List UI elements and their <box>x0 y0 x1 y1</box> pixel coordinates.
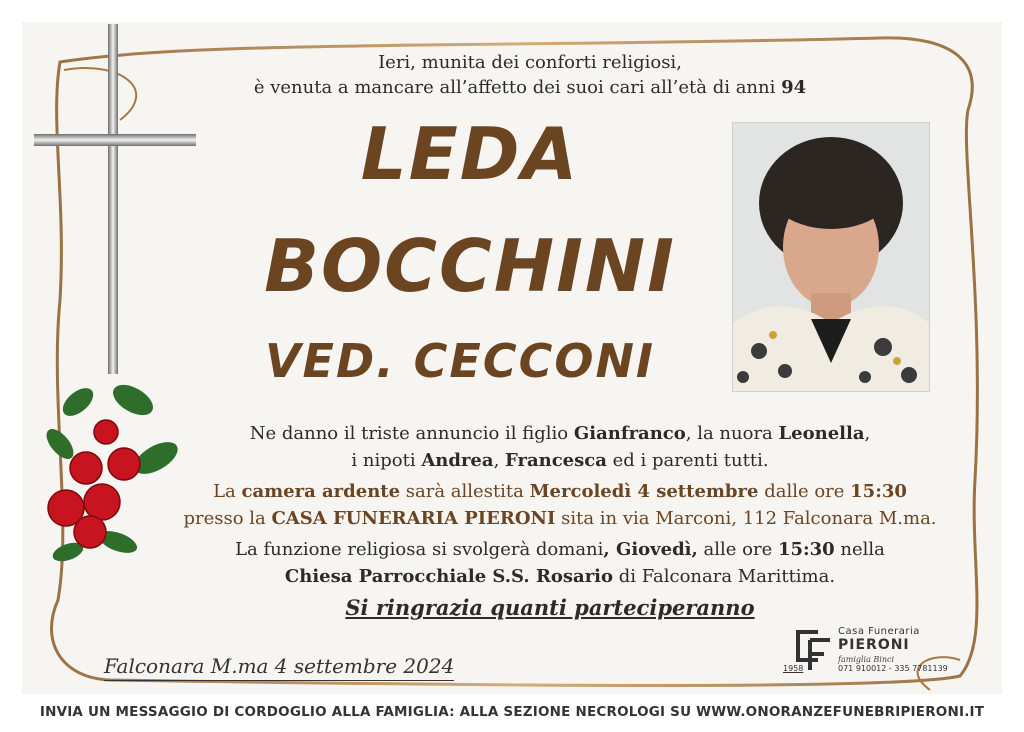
deceased-first-name: LEDA <box>360 112 580 196</box>
funeral-time: 15:30 <box>777 539 835 560</box>
announcement-line-1 <box>180 420 940 447</box>
wake-text: dalle ore <box>758 481 851 502</box>
funeral-line-2 <box>180 563 940 590</box>
church-name: Chiesa Parrocchiale S.S. Rosario <box>284 566 614 587</box>
footer-condolence-banner: INVIA UN MESSAGGIO DI CORDOGLIO ALLA FAMIGLIA: ALLA SEZIONE NECROLOGI SU WWW.ONORANZEFUNEBRIPIERONI.IT <box>39 704 985 720</box>
wake-date: Mercoledì 4 settembre <box>529 481 759 502</box>
funeral-text: La funzione religiosa si svolgerà domani <box>235 539 604 560</box>
logo-year: 1958 <box>783 664 804 673</box>
funeral-text: nella <box>834 539 885 560</box>
place-and-date: Falconara M.ma 4 settembre 2024 <box>104 654 454 681</box>
logo-line-3: famiglia Binci <box>838 655 895 664</box>
wake-line-2 <box>180 505 940 532</box>
announcement-text: Ne danno il triste annuncio il figlio <box>249 423 574 444</box>
intro-line-2 <box>240 75 820 100</box>
announcement-text: , <box>864 423 871 444</box>
wake-text: La <box>213 481 242 502</box>
portrait-image <box>733 123 929 391</box>
logo-line-2: PIERONI <box>838 637 910 653</box>
son-name: Gianfranco <box>573 423 686 444</box>
logo-phones: 071 910012 - 335 7781139 <box>838 664 948 673</box>
announcement-block <box>180 420 940 590</box>
intro-line-1: Ieri, munita dei conforti religiosi, <box>378 52 682 73</box>
announcement-text: , la nuora <box>685 423 779 444</box>
wake-label: camera ardente <box>241 481 401 502</box>
announcement-text: i nipoti <box>351 450 422 471</box>
cross-icon <box>30 20 200 380</box>
announcement-text: ed i parenti tutti. <box>606 450 769 471</box>
wake-text: sarà allestita <box>400 481 530 502</box>
announcement-text: , <box>493 450 506 471</box>
thanks-line: Si ringrazia quanti parteciperanno <box>345 595 755 620</box>
wake-time: 15:30 <box>850 481 907 502</box>
deceased-widow-of: VED. CECCONI <box>264 334 656 388</box>
funeral-text: alle ore <box>697 539 778 560</box>
intro-line-2-text: è venuta a mancare all’affetto dei suoi cari all’età di anni <box>253 77 782 98</box>
funeral-line-1 <box>180 536 940 563</box>
wake-line-1 <box>180 478 940 505</box>
wake-place: CASA FUNERARIA PIERONI <box>271 508 556 529</box>
funeral-text: di Falconara Marittima. <box>613 566 836 587</box>
logo-line-1: Casa Funeraria <box>838 626 920 637</box>
grandchild-name: Francesca <box>505 450 607 471</box>
wake-text: sita in via Marconi, 112 Falconara M.ma. <box>555 508 937 529</box>
wake-text: presso la <box>183 508 272 529</box>
deceased-last-name: BOCCHINI <box>264 224 676 308</box>
announcement-line-2 <box>180 447 940 474</box>
funeral-day: , Giovedì, <box>603 539 698 560</box>
intro-text <box>240 50 820 100</box>
portrait-photo <box>732 122 930 392</box>
red-roses-decoration <box>38 372 188 572</box>
grandchild-name: Andrea <box>421 450 494 471</box>
daughter-in-law-name: Leonella <box>778 423 865 444</box>
age-value: 94 <box>781 77 807 98</box>
